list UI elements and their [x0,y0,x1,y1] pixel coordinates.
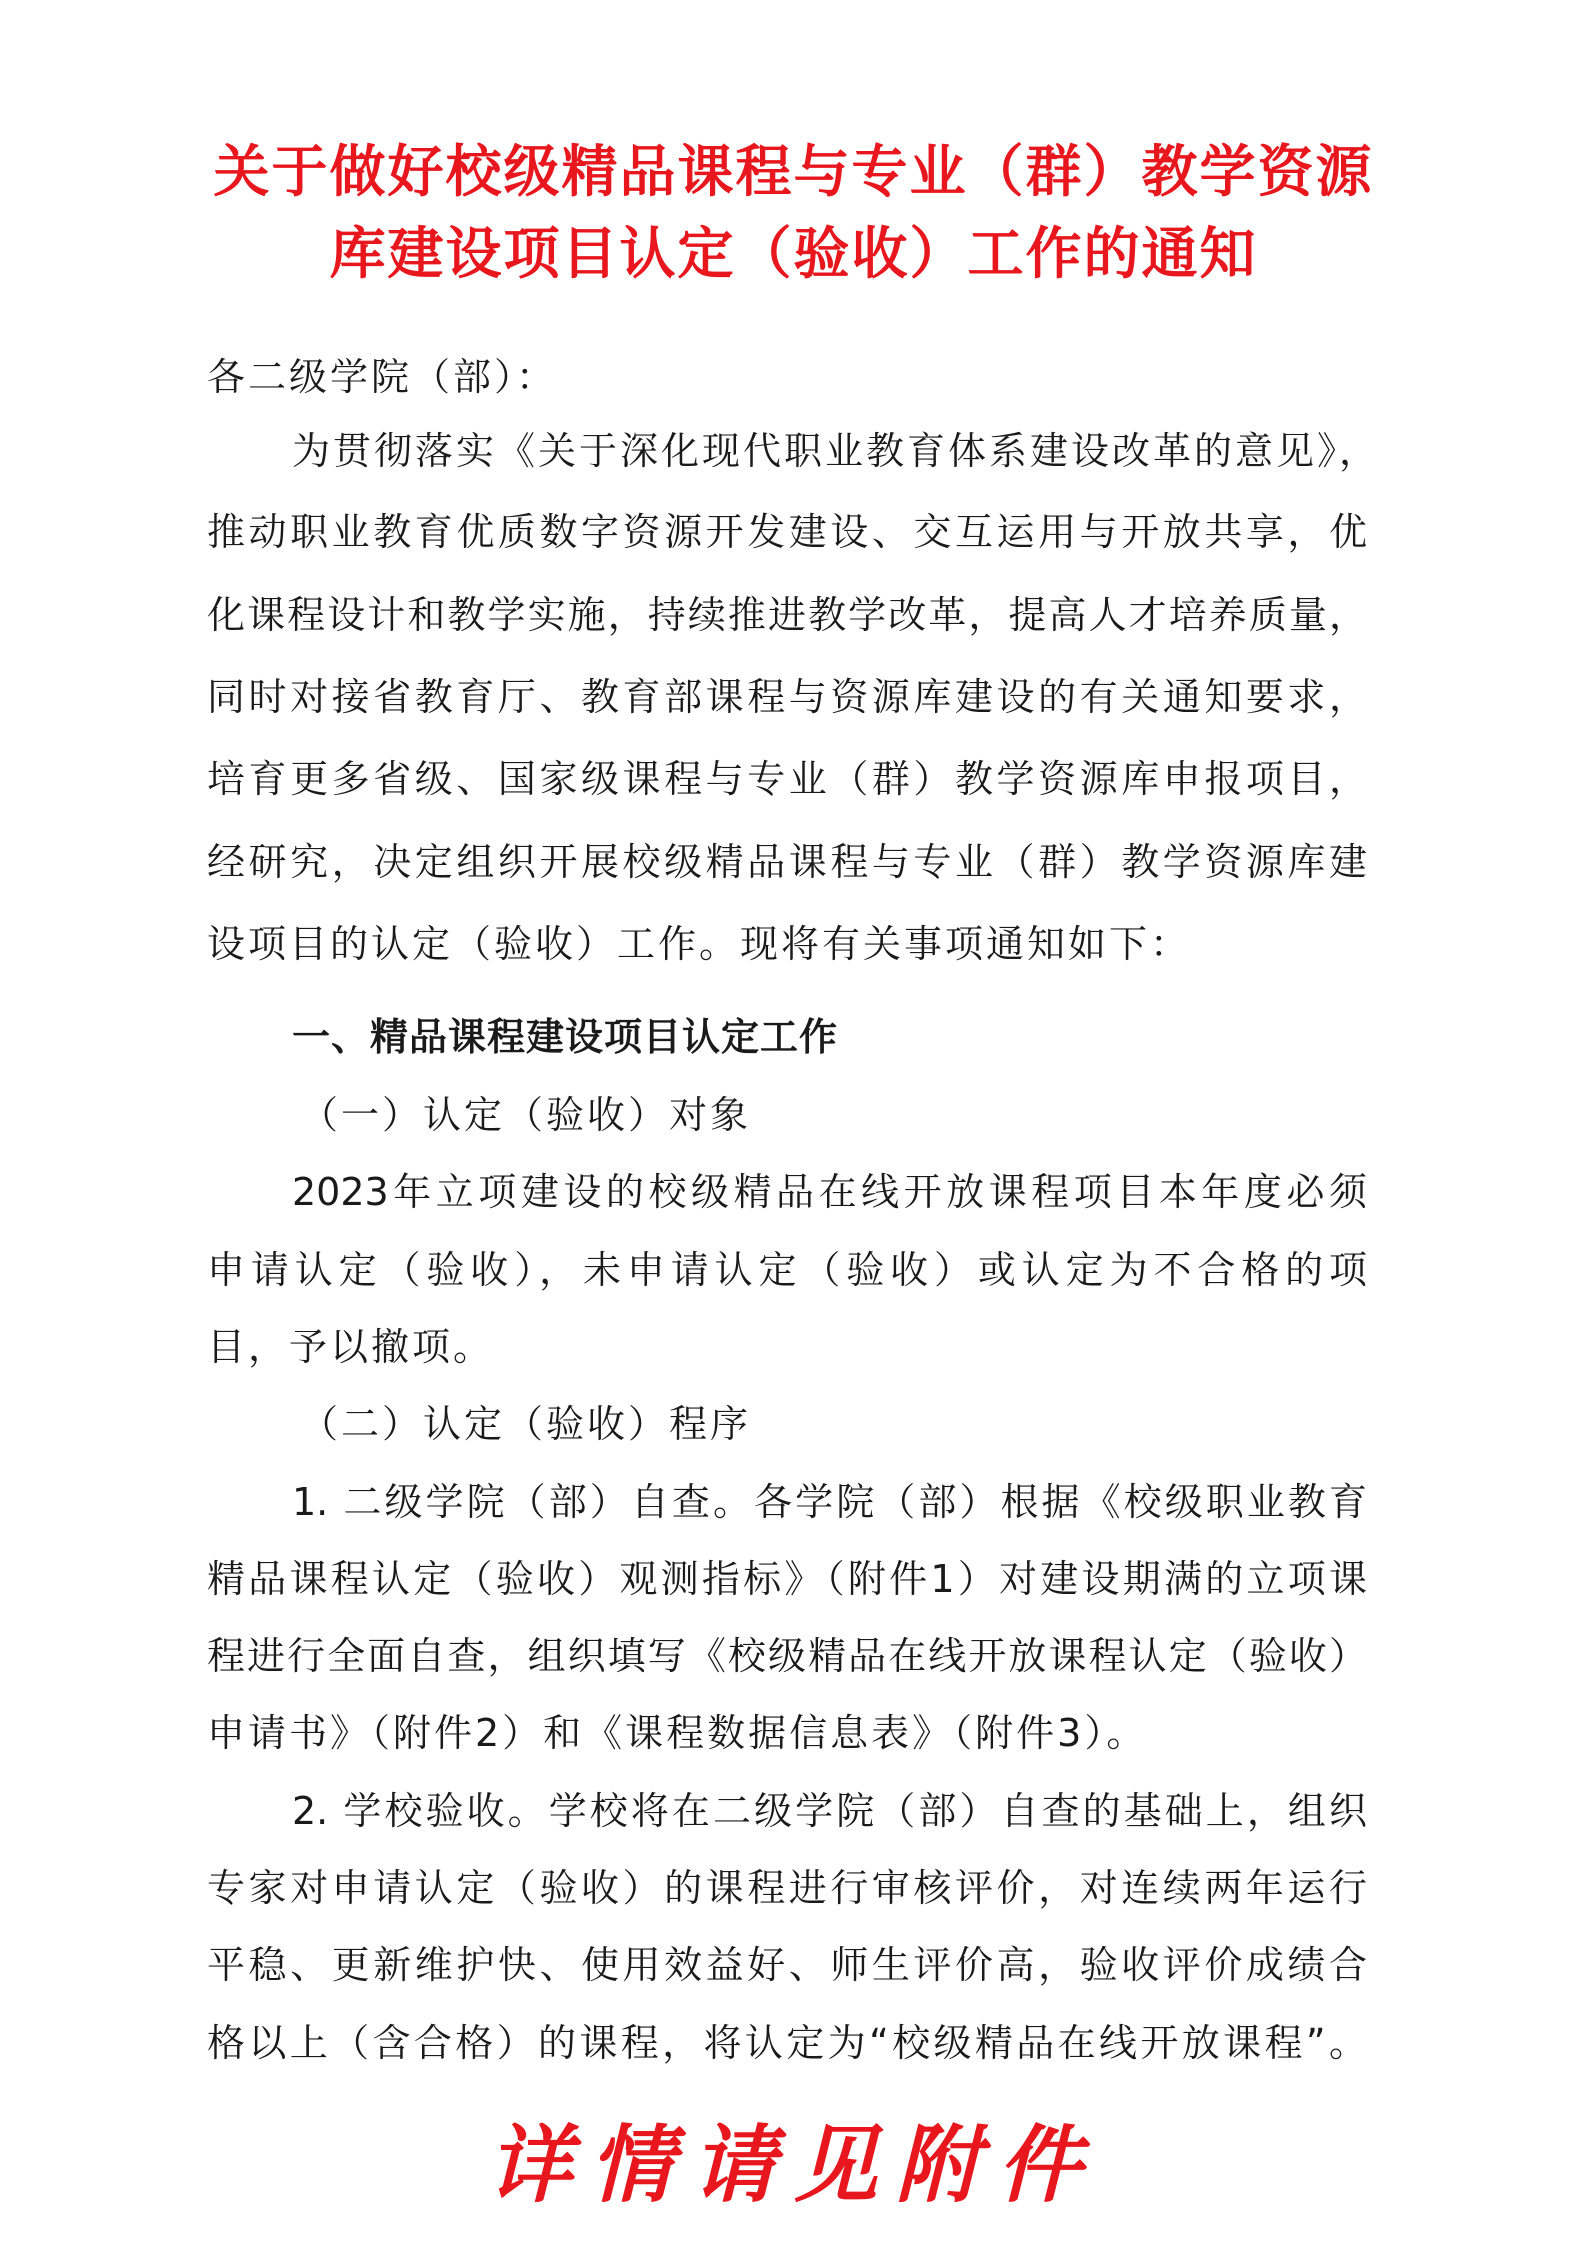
paragraph-3-line: 程进行全面自查，组织填写《校级精品在线开放课程认定（验收） [207,1634,1367,1678]
salutation: 各二级学院（部）： [207,355,558,399]
paragraph-2-line: 目，予以撤项。 [207,1325,495,1369]
paragraph-4-line: 2. 学校验收。学校将在二级学院（部）自查的基础上，组织 [292,1789,1367,1833]
document-title-line-1: 关于做好校级精品课程与专业（群）教学资源 [213,139,1374,205]
see-attachment-stamp: 详情请见附件 [487,2115,1100,2214]
paragraph-3-line: 申请书》（附件2）和《课程数据信息表》（附件3）。 [207,1711,1148,1755]
subsection-2-heading: （二）认定（验收）程序 [300,1402,752,1446]
paragraph-1-line: 经研究，决定组织开展校级精品课程与专业（群）教学资源库建 [207,840,1367,884]
document-title-line-2: 库建设项目认定（验收）工作的通知 [329,221,1258,287]
paragraph-2-line: 2023年立项建设的校级精品在线开放课程项目本年度必须 [292,1170,1367,1214]
paragraph-1-line: 化课程设计和教学实施，持续推进教学改革，提高人才培养质量， [207,593,1367,637]
paragraph-1-line: 为贯彻落实《关于深化现代职业教育体系建设改革的意见》， [292,429,1381,473]
paragraph-1-line: 设项目的认定（验收）工作。现将有关事项通知如下： [207,922,1192,966]
subsection-1-heading: （一）认定（验收）对象 [300,1093,752,1137]
paragraph-4-line: 格以上（含合格）的课程，将认定为“校级精品在线开放课程”。 [207,2021,1367,2065]
section-1-heading: 一、精品课程建设项目认定工作 [292,1015,839,1059]
paragraph-4-line: 专家对申请认定（验收）的课程进行审核评价，对连续两年运行 [207,1866,1367,1910]
paragraph-2-line: 申请认定（验收），未申请认定（验收）或认定为不合格的项 [207,1248,1367,1292]
paragraph-1-line: 推动职业教育优质数字资源开发建设、交互运用与开放共享，优 [207,510,1367,554]
paragraph-1-line: 同时对接省教育厅、教育部课程与资源库建设的有关通知要求， [207,675,1367,719]
paragraph-3-line: 1. 二级学院（部）自查。各学院（部）根据《校级职业教育 [292,1480,1367,1524]
paragraph-4-line: 平稳、更新维护快、使用效益好、师生评价高，验收评价成绩合 [207,1943,1367,1987]
paragraph-3-line: 精品课程认定（验收）观测指标》（附件1）对建设期满的立项课 [207,1557,1367,1601]
paragraph-1-line: 培育更多省级、国家级课程与专业（群）教学资源库申报项目， [207,757,1367,801]
